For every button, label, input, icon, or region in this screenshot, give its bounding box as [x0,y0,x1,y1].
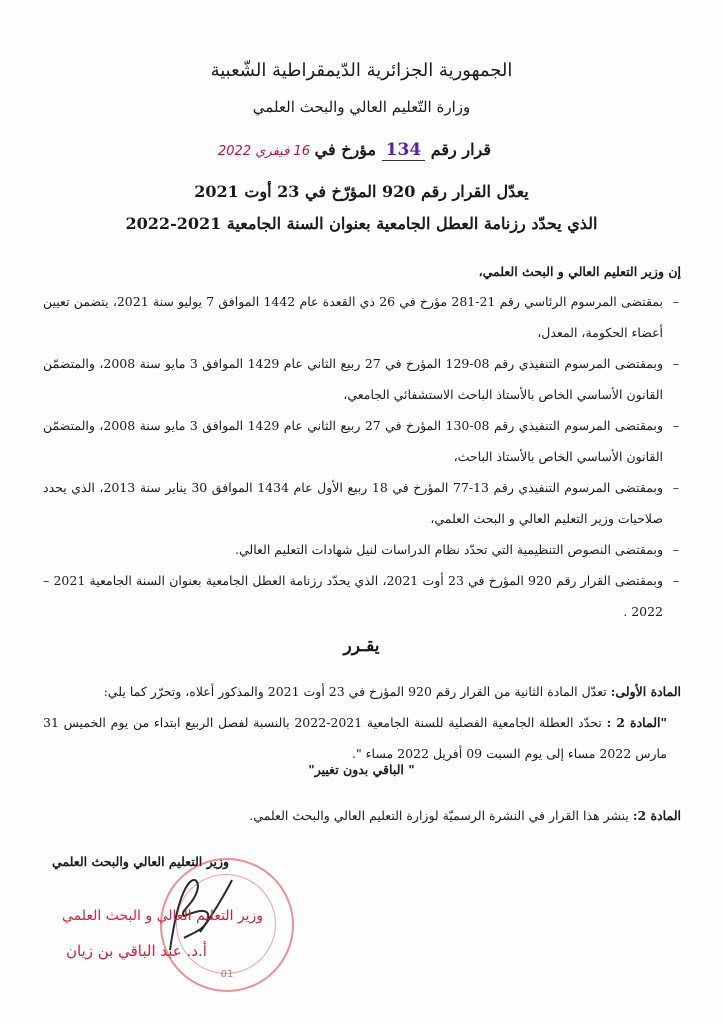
stamp-minister-name: أ.د. عبد الباقي بن زيان [66,942,207,960]
preamble-item: – وبمقتضى المرسوم التنفيذي رقم 08-129 المؤرخ في 27 ربيع الثاني عام 1429 الموافق 3 مايو سنة 2008، والمتضمّن القانون الأساسي الخاص بالأستاذ الباحث الاستشفائي الجامعي، [43,356,679,402]
article-2-label: المادة 2: [632,808,681,823]
article-1-main [43,676,681,707]
republic-heading: الجمهورية الجزائرية الدّيمقراطية الشّعبية [210,60,513,81]
seal-number: 01 [220,969,234,980]
preamble-item: – وبمقتضى القرار رقم 920 المؤرخ في 23 أوت 2021، الذي يحدّد رزنامة العطل الجامعية بعنوان السنة الجامعية 2021 – 2022 . [43,573,679,619]
remaining-unchanged-note: " الباقي بدون تغيير" [308,762,415,777]
preamble-item-text: وبمقتضى القرار رقم 920 المؤرخ في 23 أوت 2021، الذي يحدّد رزنامة العطل الجامعية بعنوان السنة الجامعية 2021 – 2022 . [43,573,664,619]
preamble-list [43,286,681,627]
decree-prefix: قرار رقم [430,140,491,159]
decides-heading: يقـرر [343,636,380,656]
preamble-item: – وبمقتضى المرسوم التنفيذي رقم 08-130 المؤرخ في 27 ربيع الثاني عام 1429 الموافق 3 مايو سنة 2008، والمتضمّن القانون الأساسي الخاص بالأستاذ الباحث، [43,418,679,464]
article-1-label: المادة الأولى: [610,684,681,699]
preamble-item: – وبمقتضى المرسوم التنفيذي رقم 13-77 المؤرخ في 18 ربيع الأول عام 1434 الموافق 30 يناير سنة 2013، الذي يحدد صلاحيات وزير التعليم العالي و البحث العلمي، [43,480,679,526]
ministry-heading: وزارة التّعليم العالي والبحث العلمي [252,98,471,116]
preamble-item-text: وبمقتضى النصوص التنظيمية التي تحدّد نظام الدراسات لنيل شهادات التعليم العالي. [235,542,663,557]
article-1-inner-text: تحدّد العطلة الجامعية الفصلية للسنة الجامعية 2021-2022 بالنسبة لفصل الربيع ابتداء من يوم الخميس 31 مارس 2022 مساء إلى يوم السبت 09 أفريل 2022 مساء ". [43,715,667,761]
preamble-item: – بمقتضى المرسوم الرئاسي رقم 21-281 مؤرخ في 26 ذي القعدة عام 1442 الموافق 7 يوليو سنة 2021، يتضمن تعيين أعضاء الحكومة، المعدل، [43,294,679,340]
preamble-item-text: بمقتضى المرسوم الرئاسي رقم 21-281 مؤرخ في 26 ذي القعدة عام 1442 الموافق 7 يوليو سنة 2021، يتضمن تعيين أعضاء الحكومة، المعدل، [43,294,664,340]
preamble-intro: إن وزير التعليم العالي و البحث العلمي، [478,264,681,279]
handwritten-date [218,144,310,159]
article-2 [43,800,681,831]
hand-year: 2022 [218,144,252,159]
signatory-title: وزير التعليم العالي والبحث العلمي [52,854,230,869]
preamble-item-text: وبمقتضى المرسوم التنفيذي رقم 13-77 المؤرخ في 18 ربيع الأول عام 1434 الموافق 30 يناير سنة 2013، الذي يحدد صلاحيات وزير التعليم العالي و البحث العلمي، [43,480,663,526]
decree-title-line-2: الذي يحدّد رزنامة العطل الجامعية بعنوان السنة الجامعية 2021-2022 [125,214,598,233]
decree-number-handwritten: 134 [382,140,426,161]
decree-title-line-1: يعدّل القرار رقم 920 المؤرّخ في 23 أوت 2021 [194,182,529,201]
decree-number-line [315,140,491,161]
article-1-text: تعدّل المادة الثانية من القرار رقم 920 المؤرخ في 23 أوت 2021 والمذكور أعلاه، وتحرّر كما يلي: [103,684,607,699]
hand-month: فيفري [255,144,290,159]
preamble-item-text: وبمقتضى المرسوم التنفيذي رقم 08-129 المؤرخ في 27 ربيع الثاني عام 1429 الموافق 3 مايو سنة 2008، والمتضمّن القانون الأساسي الخاص بالأستاذ الباحث الاستشفائي الجامعي، [43,356,664,402]
article-1-inner-label: "المادة 2 : [606,715,667,730]
preamble-item-text: وبمقتضى المرسوم التنفيذي رقم 08-130 المؤرخ في 27 ربيع الثاني عام 1429 الموافق 3 مايو سنة 2008، والمتضمّن القانون الأساسي الخاص بالأستاذ الباحث، [43,418,664,464]
decree-dated-label: مؤرخ في [314,140,377,159]
stamp-minister-title: وزير التعليم العالي و البحث العلمي [62,908,264,924]
hand-day: 16 [293,144,310,159]
article-2-text: ينشر هذا القرار في النشرة الرسميّة لوزارة التعليم العالي والبحث العلمي. [249,808,629,823]
article-1-amendment [43,707,681,769]
preamble-item: – وبمقتضى النصوص التنظيمية التي تحدّد نظام الدراسات لنيل شهادات التعليم العالي. [235,542,679,557]
article-1 [43,676,681,769]
